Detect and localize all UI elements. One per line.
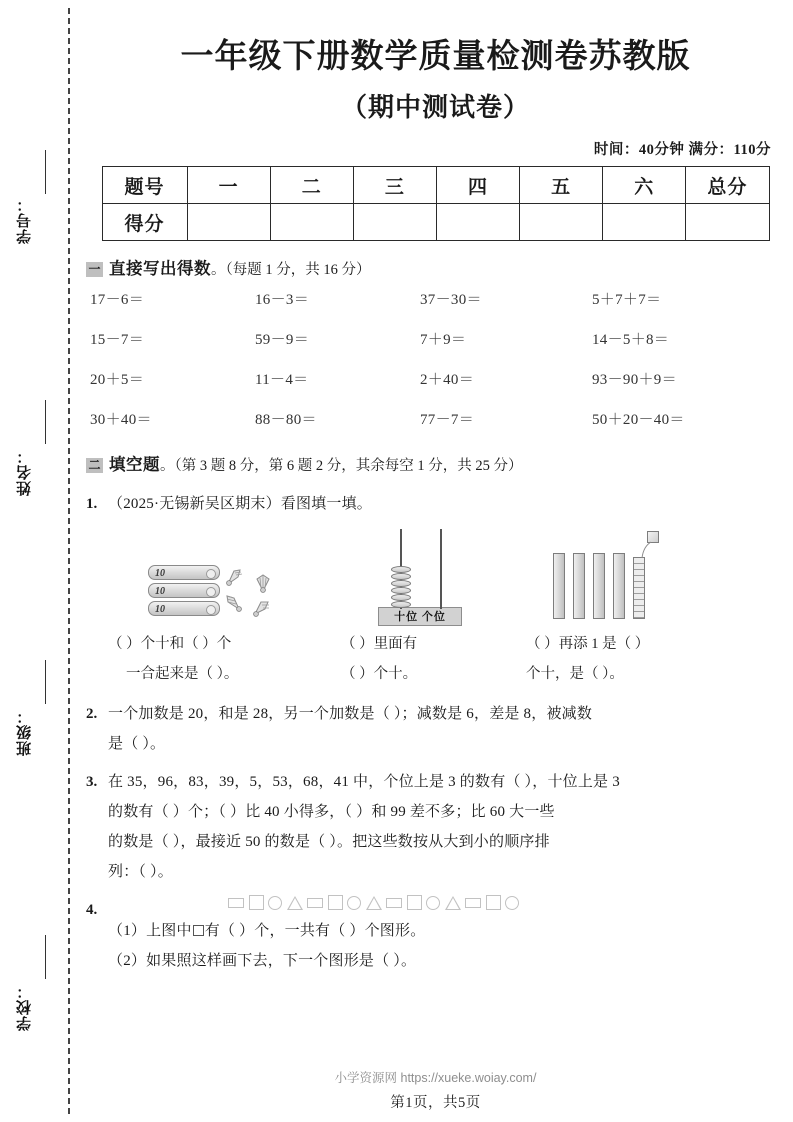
q1-answer-col3-line2[interactable]: 个十，是（ ）。	[526, 666, 624, 682]
calc-problem[interactable]: 14－5＋8＝	[592, 332, 670, 348]
section-1-points: 。（每题 1 分，共 16 分）	[211, 262, 371, 278]
tube-label: 10	[155, 568, 165, 579]
calc-problem[interactable]: 93－90＋9＝	[592, 372, 677, 388]
question-4-sub-1[interactable]	[108, 916, 793, 946]
calc-problem[interactable]: 88－80＝	[255, 412, 317, 428]
abacus-bead	[391, 566, 411, 573]
abacus-rod-ones	[440, 529, 442, 609]
section-2-title: 填空题	[109, 455, 160, 474]
page-number: 第1页，共5页	[390, 1095, 481, 1111]
section-2-heading	[86, 451, 793, 475]
rectangle-shape-icon	[228, 898, 244, 908]
abacus-bead	[391, 601, 411, 608]
score-cell-1[interactable]	[187, 204, 270, 241]
arrow-connector-icon	[639, 539, 653, 561]
section-2-number: 二	[86, 458, 103, 473]
margin-rule-3	[45, 660, 46, 704]
section-1-heading	[86, 255, 793, 279]
rectangle-shape-icon	[307, 898, 323, 908]
abacus-base-label: 十位 个位	[378, 607, 462, 626]
margin-label-class: 班级：	[17, 708, 33, 756]
score-table-col-2: 二	[270, 167, 353, 204]
margin-rule-1	[45, 150, 46, 194]
margin-label-student-id: 学号：	[17, 196, 33, 244]
score-cell-total[interactable]	[686, 204, 769, 241]
score-table-col-3: 三	[353, 167, 436, 204]
question-1-answer-lines	[86, 629, 793, 689]
calc-problem[interactable]: 59－9＝	[255, 332, 310, 348]
question-3-line-3[interactable]: 的数是（ ），最接近 50 的数是（ ）。把这些数按从大到小的顺序排	[108, 834, 550, 850]
table-row-scores	[102, 204, 769, 241]
section-1-number: 一	[86, 262, 103, 277]
question-4-sub-1-suffix: 有（ ）个，一共有（ ）个图形。	[204, 923, 426, 939]
shuttlecock-tubes-illustration	[148, 565, 298, 623]
score-table-row-label-0: 题号	[102, 167, 187, 204]
section-2-points: 。（第 3 题 8 分，第 6 题 2 分，其余每空 1 分，共 25 分）	[160, 458, 523, 474]
q1-answer-col2-line2[interactable]: （ ）个十。	[341, 666, 418, 682]
tube-label: 10	[155, 586, 165, 597]
score-table-col-5: 五	[520, 167, 603, 204]
question-4-sub-2[interactable]: （2）如果照这样画下去，下一个图形是（ ）。	[108, 953, 417, 969]
shuttlecock-icon	[224, 566, 246, 588]
page-title: 一年级下册数学质量检测卷苏教版	[180, 39, 691, 75]
section-1-problem-grid	[90, 288, 793, 429]
margin-rule-2	[45, 400, 46, 444]
question-3-line-2[interactable]: 的数有（ ）个；（ ）比 40 小得多，（ ）和 99 差不多；比 60 大一些	[108, 804, 555, 820]
circle-shape-icon	[268, 896, 282, 910]
calc-problem[interactable]: 11－4＝	[255, 372, 309, 388]
calc-problem[interactable]: 17－6＝	[90, 292, 145, 308]
base-ten-rod	[553, 553, 565, 619]
abacus-bead	[391, 580, 411, 587]
shuttlecock-tube-icon	[148, 583, 220, 598]
square-shape-icon	[486, 895, 501, 910]
shape-sequence	[228, 895, 793, 910]
base-ten-rod-segmented	[633, 557, 645, 619]
question-1-number: 1.	[86, 496, 98, 512]
calc-problem[interactable]: 2＋40＝	[420, 372, 475, 388]
square-shape-icon	[193, 925, 204, 936]
question-4	[86, 895, 793, 976]
section-1-title: 直接写出得数	[109, 259, 211, 278]
calc-problem[interactable]: 20＋5＝	[90, 372, 145, 388]
circle-shape-icon	[505, 896, 519, 910]
calc-problem[interactable]: 7＋9＝	[420, 332, 467, 348]
margin-label-name: 姓名：	[17, 448, 33, 496]
q1-answer-col2-line1[interactable]: （ ）里面有	[341, 636, 418, 652]
calc-problem[interactable]: 5＋7＋7＝	[592, 292, 662, 308]
base-ten-rod	[573, 553, 585, 619]
question-3	[86, 767, 793, 887]
calc-problem[interactable]: 16－3＝	[255, 292, 310, 308]
triangle-shape-icon	[445, 896, 461, 910]
score-cell-2[interactable]	[270, 204, 353, 241]
score-cell-5[interactable]	[520, 204, 603, 241]
abacus-bead	[391, 587, 411, 594]
score-table-col-4: 四	[436, 167, 519, 204]
shuttlecock-icon	[252, 572, 274, 594]
question-3-line-4[interactable]: 列：（ ）。	[108, 864, 173, 880]
calc-problem[interactable]: 30＋40＝	[90, 412, 152, 428]
margin-label-school: 学校：	[17, 983, 33, 1031]
calc-problem[interactable]: 15－7＝	[90, 332, 145, 348]
square-shape-icon	[328, 895, 343, 910]
left-margin-strip	[0, 0, 78, 1122]
tube-label: 10	[155, 604, 165, 615]
calc-problem[interactable]: 77－7＝	[420, 412, 475, 428]
score-table	[102, 166, 770, 241]
square-shape-icon	[407, 895, 422, 910]
question-1-text: （2025·无锡新吴区期末）看图填一填。	[108, 496, 372, 512]
question-3-line-1[interactable]: 在 35，96，83，39，5，53，68，41 中，个位上是 3 的数有（ ），十位上是 3	[108, 774, 620, 790]
margin-rule-4	[45, 935, 46, 979]
calc-problem[interactable]: 37－30＝	[420, 292, 482, 308]
shuttlecock-icon	[222, 592, 244, 614]
shuttlecock-tube-icon	[148, 565, 220, 580]
calc-problem[interactable]: 50＋20－40＝	[592, 412, 685, 428]
base-ten-rod	[593, 553, 605, 619]
base-ten-rods-illustration	[553, 531, 663, 627]
score-table-col-6: 六	[603, 167, 686, 204]
question-4-sub-1-prefix: （1）上图中	[108, 923, 192, 939]
question-2-number: 2.	[86, 706, 98, 722]
score-table-row-label-1: 得分	[102, 204, 187, 241]
abacus-illustration	[378, 529, 462, 626]
score-table-col-1: 一	[187, 167, 270, 204]
score-cell-4[interactable]	[436, 204, 519, 241]
exam-meta: 时间：40分钟 满分：110分	[593, 142, 771, 158]
triangle-shape-icon	[287, 896, 303, 910]
table-row-header	[102, 167, 769, 204]
site-watermark: 小学资源网 https://xueke.woiay.com/	[334, 1071, 537, 1085]
circle-shape-icon	[426, 896, 440, 910]
score-cell-6[interactable]	[603, 204, 686, 241]
question-2-line-2[interactable]: 是（ ）。	[108, 736, 166, 752]
shuttlecock-tube-icon	[148, 601, 220, 616]
page-subtitle: （期中测试卷）	[340, 93, 530, 122]
score-cell-3[interactable]	[353, 204, 436, 241]
abacus-bead	[391, 573, 411, 580]
question-1-illustrations	[78, 523, 793, 635]
rectangle-shape-icon	[386, 898, 402, 908]
abacus-bead	[391, 594, 411, 601]
rectangle-shape-icon	[465, 898, 481, 908]
q1-answer-col3-line1[interactable]: （ ）再添 1 是（ ）	[526, 636, 650, 652]
abacus-rods	[378, 529, 456, 607]
question-2-line-1[interactable]: 一个加数是 20，和是 28，另一个加数是（ ）；减数是 6，差是 8，被减数	[108, 706, 593, 722]
base-ten-rod	[613, 553, 625, 619]
circle-shape-icon	[347, 896, 361, 910]
exam-page	[78, 0, 793, 1122]
score-table-col-total: 总分	[686, 167, 769, 204]
question-1	[86, 489, 793, 519]
q1-answer-col1-line1[interactable]: （ ）个十和（ ）个	[108, 636, 232, 652]
triangle-shape-icon	[366, 896, 382, 910]
perforation-dashed-line	[68, 8, 70, 1114]
shuttlecock-icon	[251, 597, 273, 619]
question-3-number: 3.	[86, 774, 98, 790]
square-shape-icon	[249, 895, 264, 910]
question-4-number: 4.	[86, 902, 98, 918]
q1-answer-col1-line2[interactable]: 一合起来是（ ）。	[126, 666, 239, 682]
question-2	[86, 699, 793, 759]
